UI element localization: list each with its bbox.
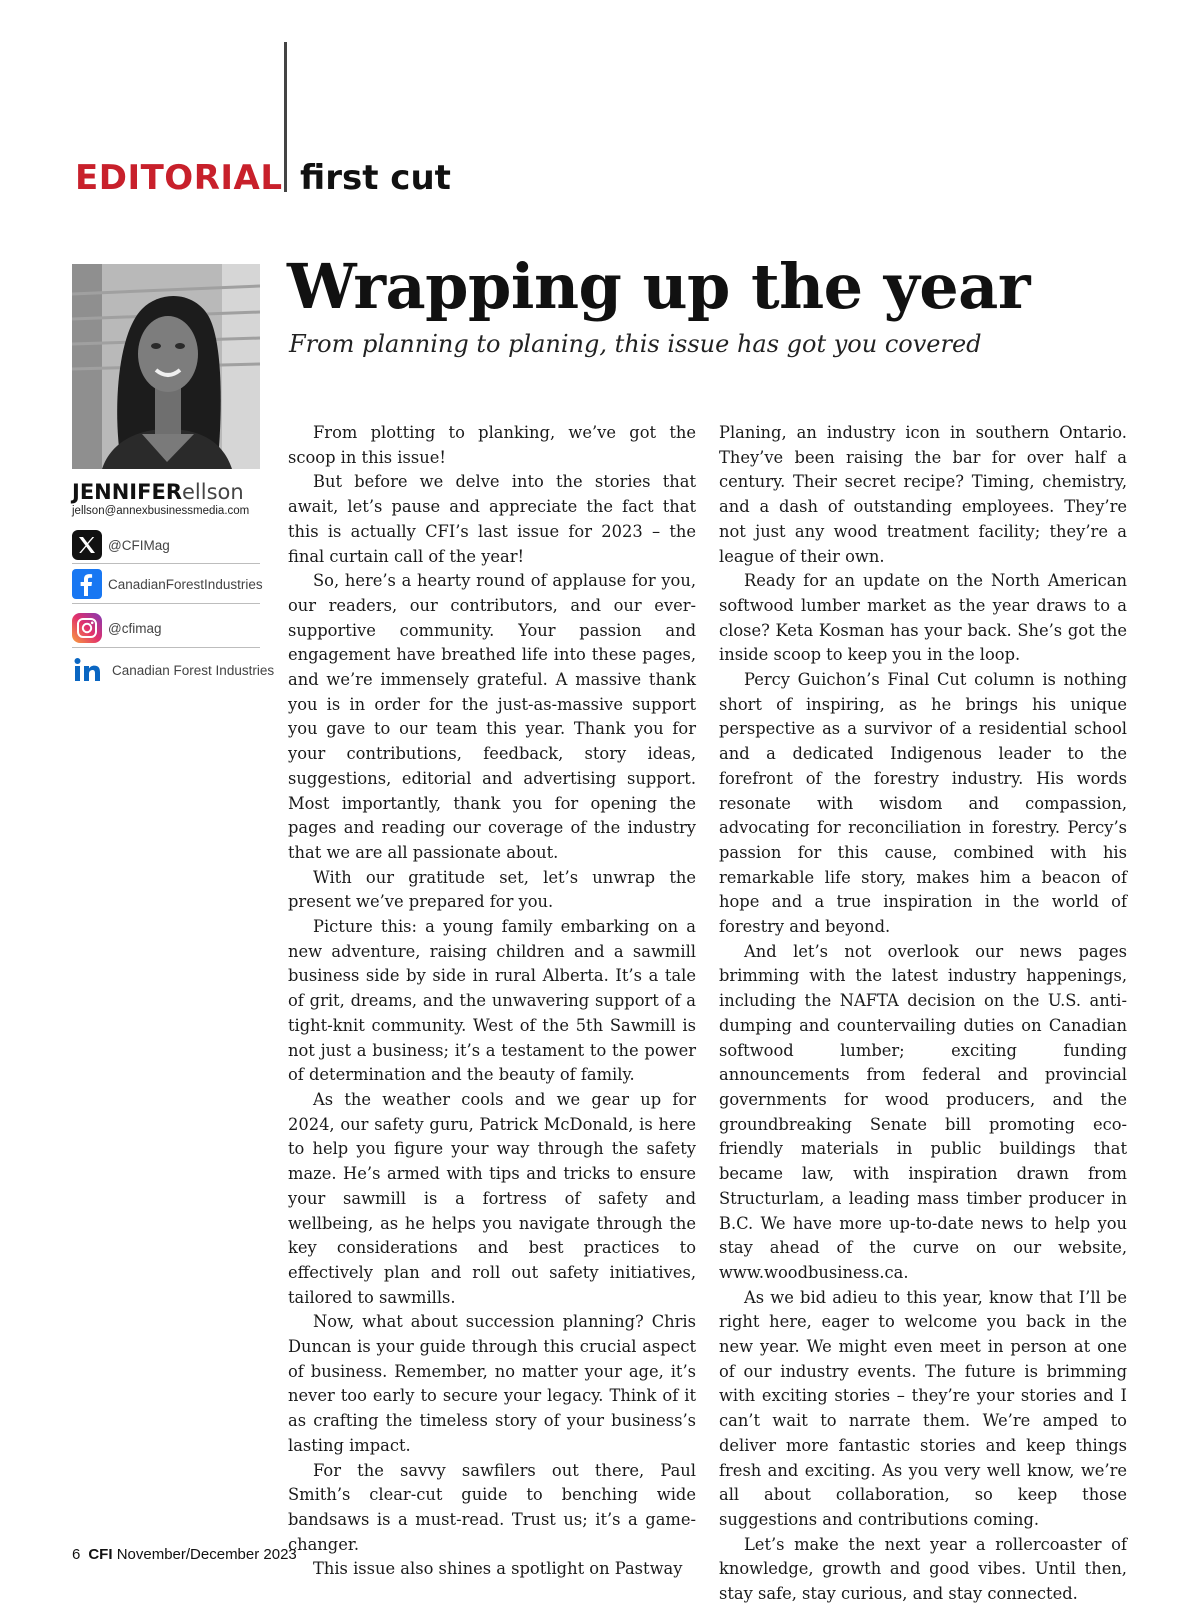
- sidebar-divider: [72, 563, 260, 564]
- social-linkedin[interactable]: [72, 654, 274, 686]
- article-headline: Wrapping up the year: [287, 250, 1031, 323]
- header-divider: [284, 42, 287, 192]
- social-x[interactable]: [72, 529, 170, 561]
- social-handle: @CFIMag: [108, 537, 170, 553]
- social-handle: @cfimag: [108, 620, 162, 636]
- sidebar-divider: [72, 647, 260, 648]
- paragraph: From plotting to planking, we’ve got the scoop in this issue!: [288, 423, 696, 467]
- paragraph: With our gratitude set, let’s unwrap the present we’ve prepared for you.: [288, 867, 696, 912]
- article-column-1: [288, 421, 696, 1582]
- social-instagram[interactable]: [72, 612, 161, 644]
- author-photo: [72, 264, 260, 469]
- paragraph: Planing, an industry icon in southern Ontario. They’ve been raising the bar for over half a century. Their secret recipe? Timing, chemistry, and a dash of outstanding employees. They’re not just any wood treatment facility; they’re a league of their own.: [719, 423, 1127, 566]
- paragraph: This issue also shines a spotlight on Pastway: [313, 1559, 683, 1579]
- paragraph: Picture this: a young family embarking on a new adventure, raising children and a sawmill business side by side in rural Alberta. It’s a tale of grit, dreams, and the unwavering support of a tight-knit community. West of the 5th Sawmill is not just a business; it’s a testament to the power of determination and the beauty of family.: [288, 917, 696, 1085]
- section-label: EDITORIAL: [75, 158, 283, 198]
- social-facebook[interactable]: [72, 568, 263, 600]
- issue-date: November/December 2023: [116, 1546, 297, 1563]
- author-last-name: ellson: [181, 480, 244, 504]
- paragraph: And let’s not overlook our news pages brimming with the latest industry happenings, including the NAFTA decision on the U.S. anti-dumping and countervailing duties on Canadian softwood lumber; exciting funding announcements from federal and provincial governments for wood producers, and the groundbreaking Senate bill promoting eco-friendly materials in public buildings that became law, with inspiration drawn from Structurlam, a leading mass timber producer in B.C. We have more up-to-date news to help you stay ahead of the curve on our website, www.woodbusiness.ca.: [719, 941, 1127, 1282]
- article-column-2: [719, 421, 1127, 1607]
- paragraph: As we bid adieu to this year, know that I’ll be right here, eager to welcome you back in the new year. We might even meet in person at one of our industry events. The future is brimming with exciting stories – they’re your stories and I can’t wait to narrate them. We’re amped to deliver more fantastic stories and keep things fresh and exciting. As you very well know, we’re all about collaboration, so keep those suggestions and contributions coming.: [719, 1287, 1127, 1529]
- linkedin-icon: [72, 655, 106, 685]
- article-deck: From planning to planing, this issue has got you covered: [289, 330, 982, 358]
- paragraph: Let’s make the next year a rollercoaster of knowledge, growth and good vibes. Until then, stay safe, stay curious, and stay connected.: [719, 1534, 1127, 1604]
- social-handle: Canadian Forest Industries: [112, 662, 275, 678]
- page-number: 6: [72, 1546, 81, 1563]
- social-handle: CanadianForestIndustries: [108, 576, 263, 592]
- paragraph: Now, what about succession planning? Chris Duncan is your guide through this crucial aspect of business. Remember, no matter your age, it’s never too early to secure your legacy. Think of it as crafting the timeless story of your business’s lasting impact.: [288, 1312, 696, 1455]
- instagram-icon: [72, 613, 102, 643]
- author-first-name: JENNIFER: [72, 480, 182, 504]
- paragraph: As the weather cools and we gear up for 2024, our safety guru, Patrick McDonald, is here to help you figure your way through the safety maze. He’s armed with tips and tricks to ensure your sawmill is a fortress of safety and wellbeing, as he helps you navigate through the key considerations and best practices to effectively plan and roll out safety initiatives, tailored to sawmills.: [288, 1089, 696, 1307]
- magazine-name: CFI: [88, 1546, 113, 1563]
- paragraph: Percy Guichon’s Final Cut column is nothing short of inspiring, as he brings his unique perspective as a survivor of a residential school and a dedicated Indigenous leader to the forefront of the forestry industry. His words resonate with wisdom and compassion, advocating for reconciliation in forestry. Percy’s passion for this cause, combined with his remarkable life story, makes him a beacon of hope and a true inspiration in the world of forestry and beyond.: [719, 670, 1127, 937]
- section-subtitle: first cut: [300, 158, 451, 198]
- paragraph: Ready for an update on the North American softwood lumber market as the year draws to a close? Keta Kosman has your back. She’s got the inside scoop to keep you in the loop.: [719, 571, 1127, 665]
- paragraph: But before we delve into the stories that await, let’s pause and appreciate the fact that this is actually CFI’s last issue for 2023 – the final curtain call of the year!: [288, 472, 696, 566]
- paragraph: So, here’s a hearty round of applause for you, our readers, our contributors, and our ever-supportive community. Your passion and engagement have breathed life into these pages, and we’re immensely grateful. A massive thank you is in order for the just-as-massive support you gave to our team this year. Thank you for your contributions, feedback, story ideas, suggestions, editorial and advertising support. Most importantly, thank you for opening the pages and reading our coverage of the industry that we are all passionate about.: [288, 571, 696, 862]
- page-footer: [72, 1546, 297, 1563]
- facebook-icon: [72, 569, 102, 599]
- paragraph: For the savvy sawfilers out there, Paul Smith’s clear-cut guide to benching wide bandsaws is a must-read. Trust us; it’s a game-changer.: [288, 1460, 696, 1554]
- x-icon: [72, 530, 102, 560]
- author-name: [72, 480, 244, 504]
- sidebar-divider: [72, 603, 260, 604]
- author-email[interactable]: jellson@annexbusinessmedia.com: [72, 505, 250, 517]
